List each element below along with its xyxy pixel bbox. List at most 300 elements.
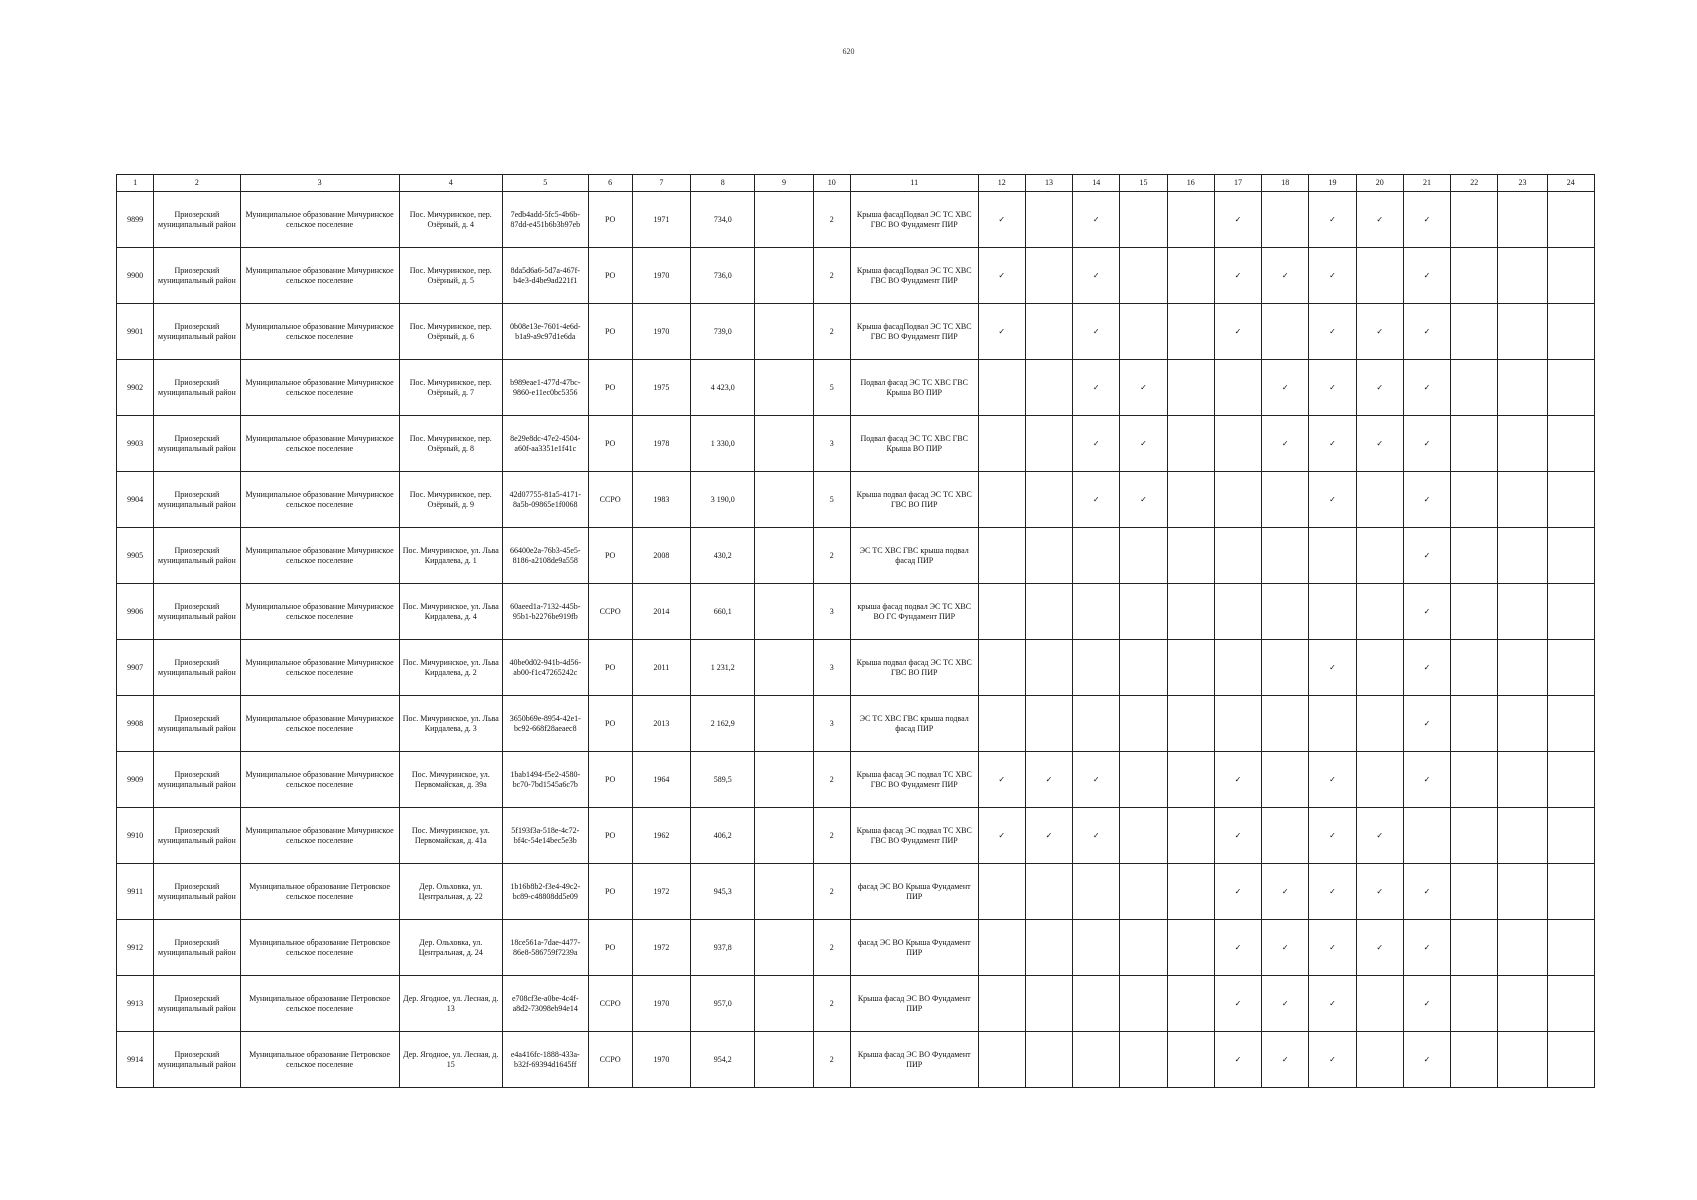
empty-cell: [978, 1032, 1025, 1088]
column-number-header: 12: [978, 175, 1025, 192]
empty-cell: [1120, 976, 1167, 1032]
municipality-cell: Муниципальное образование Мичуринское сельское поселение: [240, 528, 399, 584]
works-list-cell: Крыша фасад ЭС ВО Фундамент ПИР: [850, 976, 978, 1032]
empty-cell: [1451, 192, 1498, 248]
column-number-header: 2: [154, 175, 240, 192]
area-cell: 957,0: [691, 976, 755, 1032]
floors-cell: 5: [813, 472, 850, 528]
district-cell: Приозерский муниципальный район: [154, 416, 240, 472]
check-mark-icon: ✓: [1309, 1032, 1356, 1088]
build-year-cell: 1964: [632, 752, 690, 808]
municipality-cell: Муниципальное образование Мичуринское сельское поселение: [240, 416, 399, 472]
column-number-header: 1: [117, 175, 154, 192]
check-mark-icon: ✓: [978, 304, 1025, 360]
check-mark-icon: ✓: [1025, 808, 1072, 864]
row-number: 9899: [117, 192, 154, 248]
empty-cell: [1547, 976, 1594, 1032]
empty-cell: [1309, 584, 1356, 640]
column-number-header: 5: [503, 175, 588, 192]
area-cell: 739,0: [691, 304, 755, 360]
empty-cell: [1262, 528, 1309, 584]
fund-type-cell: РО: [588, 640, 632, 696]
table-row: [117, 304, 1595, 360]
area-cell: 937,8: [691, 920, 755, 976]
row-number: 9906: [117, 584, 154, 640]
row-number: 9908: [117, 696, 154, 752]
check-mark-icon: ✓: [978, 752, 1025, 808]
municipality-cell: Муниципальное образование Мичуринское сельское поселение: [240, 472, 399, 528]
floors-cell: 2: [813, 1032, 850, 1088]
empty-cell: [1498, 808, 1547, 864]
check-mark-icon: ✓: [1214, 192, 1261, 248]
table-row: [117, 248, 1595, 304]
row-number: 9905: [117, 528, 154, 584]
empty-cell: [1498, 192, 1547, 248]
empty-cell: [1451, 472, 1498, 528]
table-row: [117, 192, 1595, 248]
empty-cell: [1025, 304, 1072, 360]
column-number-header: 7: [632, 175, 690, 192]
empty-cell: [1214, 528, 1261, 584]
empty-cell: [1451, 864, 1498, 920]
check-mark-icon: ✓: [1262, 864, 1309, 920]
column-9-cell: [755, 1032, 813, 1088]
row-number: 9900: [117, 248, 154, 304]
table-row: [117, 1032, 1595, 1088]
check-mark-icon: ✓: [1073, 248, 1120, 304]
check-mark-icon: ✓: [1403, 192, 1450, 248]
table-row: [117, 696, 1595, 752]
table-row: [117, 416, 1595, 472]
area-cell: 2 162,9: [691, 696, 755, 752]
empty-cell: [978, 584, 1025, 640]
empty-cell: [1120, 752, 1167, 808]
address-cell: Пос. Мичуринское, пер. Озёрный, д. 7: [399, 360, 503, 416]
table-row: [117, 920, 1595, 976]
empty-cell: [978, 976, 1025, 1032]
empty-cell: [978, 920, 1025, 976]
works-list-cell: Крыша подвал фасад ЭС ТС ХВС ГВС ВО ПИР: [850, 640, 978, 696]
area-cell: 3 190,0: [691, 472, 755, 528]
check-mark-icon: ✓: [1309, 248, 1356, 304]
empty-cell: [1120, 1032, 1167, 1088]
empty-cell: [1073, 696, 1120, 752]
check-mark-icon: ✓: [1356, 304, 1403, 360]
district-cell: Приозерский муниципальный район: [154, 528, 240, 584]
empty-cell: [1025, 864, 1072, 920]
empty-cell: [1262, 304, 1309, 360]
build-year-cell: 2011: [632, 640, 690, 696]
municipality-cell: Муниципальное образование Петровское сельское поселение: [240, 920, 399, 976]
fund-type-cell: ССРО: [588, 976, 632, 1032]
floors-cell: 2: [813, 808, 850, 864]
house-id-cell: 0b08e13e-7601-4e6d-b1a9-a9c97d1e6da: [503, 304, 588, 360]
column-number-header: 19: [1309, 175, 1356, 192]
house-id-cell: b989eae1-477d-47bc-9860-e11ec0bc5356: [503, 360, 588, 416]
empty-cell: [1167, 528, 1214, 584]
check-mark-icon: ✓: [1403, 528, 1450, 584]
empty-cell: [1547, 808, 1594, 864]
empty-cell: [1025, 472, 1072, 528]
empty-cell: [1498, 472, 1547, 528]
empty-cell: [1498, 920, 1547, 976]
table-row: [117, 640, 1595, 696]
check-mark-icon: ✓: [1262, 248, 1309, 304]
empty-cell: [1214, 584, 1261, 640]
check-mark-icon: ✓: [1262, 416, 1309, 472]
build-year-cell: 1970: [632, 248, 690, 304]
area-cell: 4 423,0: [691, 360, 755, 416]
check-mark-icon: ✓: [1120, 472, 1167, 528]
empty-cell: [1547, 192, 1594, 248]
address-cell: Пос. Мичуринское, ул. Льва Кирдалева, д. 4: [399, 584, 503, 640]
house-id-cell: 5f193f3a-518e-4c72-bf4c-54e14bec5e3b: [503, 808, 588, 864]
check-mark-icon: ✓: [1309, 472, 1356, 528]
district-cell: Приозерский муниципальный район: [154, 808, 240, 864]
empty-cell: [1451, 528, 1498, 584]
empty-cell: [1547, 528, 1594, 584]
house-id-cell: 42d07755-81a5-4171-8a5b-09865e1f0068: [503, 472, 588, 528]
check-mark-icon: ✓: [1356, 192, 1403, 248]
empty-cell: [1167, 192, 1214, 248]
empty-cell: [1025, 584, 1072, 640]
check-mark-icon: ✓: [1214, 1032, 1261, 1088]
works-list-cell: фасад ЭС ВО Крыша Фундамент ПИР: [850, 920, 978, 976]
column-9-cell: [755, 920, 813, 976]
district-cell: Приозерский муниципальный район: [154, 696, 240, 752]
empty-cell: [1403, 808, 1450, 864]
empty-cell: [1498, 1032, 1547, 1088]
check-mark-icon: ✓: [978, 808, 1025, 864]
floors-cell: 2: [813, 864, 850, 920]
column-9-cell: [755, 752, 813, 808]
check-mark-icon: ✓: [1262, 360, 1309, 416]
column-9-cell: [755, 416, 813, 472]
empty-cell: [1498, 640, 1547, 696]
empty-cell: [1167, 976, 1214, 1032]
check-mark-icon: ✓: [1309, 752, 1356, 808]
empty-cell: [978, 528, 1025, 584]
district-cell: Приозерский муниципальный район: [154, 920, 240, 976]
floors-cell: 2: [813, 192, 850, 248]
works-list-cell: фасад ЭС ВО Крыша Фундамент ПИР: [850, 864, 978, 920]
area-cell: 430,2: [691, 528, 755, 584]
column-9-cell: [755, 472, 813, 528]
column-9-cell: [755, 304, 813, 360]
floors-cell: 3: [813, 416, 850, 472]
floors-cell: 3: [813, 640, 850, 696]
column-9-cell: [755, 640, 813, 696]
check-mark-icon: ✓: [1403, 920, 1450, 976]
page-number: 620: [842, 47, 855, 56]
empty-cell: [1498, 360, 1547, 416]
empty-cell: [1309, 528, 1356, 584]
check-mark-icon: ✓: [1403, 416, 1450, 472]
house-id-cell: e4a416fc-1888-433a-b32f-69394d1645ff: [503, 1032, 588, 1088]
fund-type-cell: РО: [588, 752, 632, 808]
column-9-cell: [755, 248, 813, 304]
empty-cell: [1025, 920, 1072, 976]
empty-cell: [1498, 304, 1547, 360]
empty-cell: [1451, 752, 1498, 808]
column-9-cell: [755, 808, 813, 864]
fund-type-cell: РО: [588, 920, 632, 976]
column-number-header: 22: [1451, 175, 1498, 192]
check-mark-icon: ✓: [1120, 360, 1167, 416]
floors-cell: 2: [813, 304, 850, 360]
empty-cell: [1356, 248, 1403, 304]
empty-cell: [1025, 192, 1072, 248]
check-mark-icon: ✓: [1214, 808, 1261, 864]
check-mark-icon: ✓: [1403, 640, 1450, 696]
row-number: 9901: [117, 304, 154, 360]
empty-cell: [1120, 640, 1167, 696]
column-number-header: 15: [1120, 175, 1167, 192]
empty-cell: [1547, 304, 1594, 360]
build-year-cell: 1972: [632, 864, 690, 920]
empty-cell: [1120, 696, 1167, 752]
fund-type-cell: РО: [588, 696, 632, 752]
table-row: [117, 584, 1595, 640]
empty-cell: [1167, 1032, 1214, 1088]
empty-cell: [1214, 360, 1261, 416]
empty-cell: [1073, 864, 1120, 920]
empty-cell: [1262, 584, 1309, 640]
build-year-cell: 2014: [632, 584, 690, 640]
build-year-cell: 1978: [632, 416, 690, 472]
empty-cell: [1498, 976, 1547, 1032]
empty-cell: [978, 416, 1025, 472]
empty-cell: [1120, 304, 1167, 360]
empty-cell: [1025, 1032, 1072, 1088]
works-list-cell: Крыша фасад ЭС подвал ТС ХВС ГВС ВО Фундамент ПИР: [850, 808, 978, 864]
column-number-header: 24: [1547, 175, 1594, 192]
empty-cell: [1120, 528, 1167, 584]
empty-cell: [1451, 248, 1498, 304]
check-mark-icon: ✓: [1073, 472, 1120, 528]
floors-cell: 2: [813, 528, 850, 584]
area-cell: 734,0: [691, 192, 755, 248]
check-mark-icon: ✓: [1356, 920, 1403, 976]
empty-cell: [1356, 472, 1403, 528]
fund-type-cell: РО: [588, 808, 632, 864]
fund-type-cell: РО: [588, 528, 632, 584]
fund-type-cell: РО: [588, 248, 632, 304]
empty-cell: [1356, 584, 1403, 640]
empty-cell: [1451, 920, 1498, 976]
empty-cell: [1498, 528, 1547, 584]
check-mark-icon: ✓: [1309, 360, 1356, 416]
build-year-cell: 1971: [632, 192, 690, 248]
empty-cell: [1547, 696, 1594, 752]
works-list-cell: крыша фасад подвал ЭС ТС ХВС ВО ГС Фундамент ПИР: [850, 584, 978, 640]
check-mark-icon: ✓: [1403, 584, 1450, 640]
empty-cell: [1120, 808, 1167, 864]
build-year-cell: 1972: [632, 920, 690, 976]
empty-cell: [1498, 864, 1547, 920]
empty-cell: [1451, 416, 1498, 472]
empty-cell: [1547, 416, 1594, 472]
check-mark-icon: ✓: [1262, 1032, 1309, 1088]
check-mark-icon: ✓: [1309, 640, 1356, 696]
fund-type-cell: РО: [588, 864, 632, 920]
build-year-cell: 1970: [632, 304, 690, 360]
check-mark-icon: ✓: [1073, 304, 1120, 360]
check-mark-icon: ✓: [1214, 752, 1261, 808]
check-mark-icon: ✓: [1356, 808, 1403, 864]
house-id-cell: 1b16b8b2-f3e4-49c2-bc89-c48808dd5e09: [503, 864, 588, 920]
empty-cell: [1073, 584, 1120, 640]
row-number: 9902: [117, 360, 154, 416]
empty-cell: [1451, 360, 1498, 416]
column-number-header: 4: [399, 175, 503, 192]
check-mark-icon: ✓: [1403, 472, 1450, 528]
area-cell: 1 330,0: [691, 416, 755, 472]
house-id-cell: 8e29e8dc-47e2-4504-a60f-aa3351e1f41c: [503, 416, 588, 472]
empty-cell: [1356, 528, 1403, 584]
check-mark-icon: ✓: [1073, 752, 1120, 808]
table-row: [117, 752, 1595, 808]
empty-cell: [1451, 640, 1498, 696]
empty-cell: [1451, 1032, 1498, 1088]
check-mark-icon: ✓: [1214, 976, 1261, 1032]
table-row: [117, 472, 1595, 528]
house-id-cell: 8da5d6a6-5d7a-467f-b4e3-d4be9ad221f1: [503, 248, 588, 304]
check-mark-icon: ✓: [1403, 360, 1450, 416]
empty-cell: [1025, 528, 1072, 584]
empty-cell: [1120, 248, 1167, 304]
house-id-cell: 1bab1494-f5e2-4580-bc70-7bd1545a6c7b: [503, 752, 588, 808]
empty-cell: [1356, 976, 1403, 1032]
address-cell: Пос. Мичуринское, пер. Озёрный, д. 6: [399, 304, 503, 360]
empty-cell: [1214, 472, 1261, 528]
municipality-cell: Муниципальное образование Мичуринское сельское поселение: [240, 192, 399, 248]
check-mark-icon: ✓: [1214, 864, 1261, 920]
empty-cell: [1547, 584, 1594, 640]
check-mark-icon: ✓: [978, 192, 1025, 248]
empty-cell: [1262, 808, 1309, 864]
district-cell: Приозерский муниципальный район: [154, 864, 240, 920]
check-mark-icon: ✓: [1073, 360, 1120, 416]
empty-cell: [1547, 864, 1594, 920]
address-cell: Пос. Мичуринское, ул. Льва Кирдалева, д. 3: [399, 696, 503, 752]
empty-cell: [1167, 920, 1214, 976]
area-cell: 736,0: [691, 248, 755, 304]
empty-cell: [1214, 696, 1261, 752]
check-mark-icon: ✓: [1403, 864, 1450, 920]
column-number-header: 9: [755, 175, 813, 192]
empty-cell: [1167, 808, 1214, 864]
municipality-cell: Муниципальное образование Петровское сельское поселение: [240, 1032, 399, 1088]
address-cell: Пос. Мичуринское, пер. Озёрный, д. 4: [399, 192, 503, 248]
empty-cell: [1025, 976, 1072, 1032]
fund-type-cell: ССРО: [588, 584, 632, 640]
column-number-row: [117, 175, 1595, 192]
empty-cell: [1167, 248, 1214, 304]
empty-cell: [1498, 248, 1547, 304]
empty-cell: [1262, 752, 1309, 808]
municipality-cell: Муниципальное образование Петровское сельское поселение: [240, 864, 399, 920]
check-mark-icon: ✓: [1403, 1032, 1450, 1088]
column-number-header: 14: [1073, 175, 1120, 192]
works-list-cell: Крыша фасад ЭС подвал ТС ХВС ГВС ВО Фундамент ПИР: [850, 752, 978, 808]
empty-cell: [1025, 696, 1072, 752]
empty-cell: [1547, 640, 1594, 696]
empty-cell: [1120, 584, 1167, 640]
column-9-cell: [755, 864, 813, 920]
empty-cell: [1356, 752, 1403, 808]
column-number-header: 23: [1498, 175, 1547, 192]
table-row: [117, 864, 1595, 920]
check-mark-icon: ✓: [1073, 192, 1120, 248]
works-list-cell: ЭС ТС ХВС ГВС крыша подвал фасад ПИР: [850, 696, 978, 752]
district-cell: Приозерский муниципальный район: [154, 360, 240, 416]
empty-cell: [1167, 584, 1214, 640]
check-mark-icon: ✓: [1403, 696, 1450, 752]
check-mark-icon: ✓: [1403, 304, 1450, 360]
municipality-cell: Муниципальное образование Мичуринское сельское поселение: [240, 584, 399, 640]
check-mark-icon: ✓: [1073, 808, 1120, 864]
district-cell: Приозерский муниципальный район: [154, 1032, 240, 1088]
works-list-cell: ЭС ТС ХВС ГВС крыша подвал фасад ПИР: [850, 528, 978, 584]
empty-cell: [1451, 976, 1498, 1032]
address-cell: Дер. Ягодное, ул. Лесная, д. 15: [399, 1032, 503, 1088]
check-mark-icon: ✓: [1309, 976, 1356, 1032]
column-number-header: 11: [850, 175, 978, 192]
column-number-header: 13: [1025, 175, 1072, 192]
empty-cell: [1025, 416, 1072, 472]
municipality-cell: Муниципальное образование Мичуринское сельское поселение: [240, 640, 399, 696]
house-id-cell: 3650b69e-8954-42e1-bc92-668f28aeaec8: [503, 696, 588, 752]
empty-cell: [1073, 920, 1120, 976]
empty-cell: [1167, 360, 1214, 416]
empty-cell: [1547, 248, 1594, 304]
row-number: 9914: [117, 1032, 154, 1088]
district-cell: Приозерский муниципальный район: [154, 640, 240, 696]
build-year-cell: 1970: [632, 976, 690, 1032]
empty-cell: [1547, 920, 1594, 976]
table-body: [117, 192, 1595, 1088]
house-id-cell: 18ce561a-7dae-4477-86e8-586759f7239a: [503, 920, 588, 976]
municipality-cell: Муниципальное образование Мичуринское сельское поселение: [240, 248, 399, 304]
empty-cell: [1167, 752, 1214, 808]
floors-cell: 5: [813, 360, 850, 416]
district-cell: Приозерский муниципальный район: [154, 248, 240, 304]
row-number: 9907: [117, 640, 154, 696]
empty-cell: [1120, 864, 1167, 920]
municipality-cell: Муниципальное образование Мичуринское сельское поселение: [240, 752, 399, 808]
empty-cell: [1498, 584, 1547, 640]
house-id-cell: e708cf3e-a0be-4c4f-a8d2-73098eb94e14: [503, 976, 588, 1032]
build-year-cell: 1962: [632, 808, 690, 864]
check-mark-icon: ✓: [1262, 920, 1309, 976]
empty-cell: [1167, 696, 1214, 752]
fund-type-cell: РО: [588, 416, 632, 472]
row-number: 9913: [117, 976, 154, 1032]
fund-type-cell: ССРО: [588, 472, 632, 528]
area-cell: 945,3: [691, 864, 755, 920]
works-list-cell: Подвал фасад ЭС ТС ХВС ГВС Крыша ВО ПИР: [850, 416, 978, 472]
address-cell: Пос. Мичуринское, ул. Льва Кирдалева, д. 2: [399, 640, 503, 696]
house-id-cell: 60aeed1a-7132-445b-95b1-b2276be919fb: [503, 584, 588, 640]
empty-cell: [1073, 1032, 1120, 1088]
area-cell: 406,2: [691, 808, 755, 864]
column-9-cell: [755, 528, 813, 584]
empty-cell: [1547, 360, 1594, 416]
address-cell: Пос. Мичуринское, пер. Озёрный, д. 5: [399, 248, 503, 304]
empty-cell: [1451, 304, 1498, 360]
address-cell: Пос. Мичуринское, пер. Озёрный, д. 9: [399, 472, 503, 528]
